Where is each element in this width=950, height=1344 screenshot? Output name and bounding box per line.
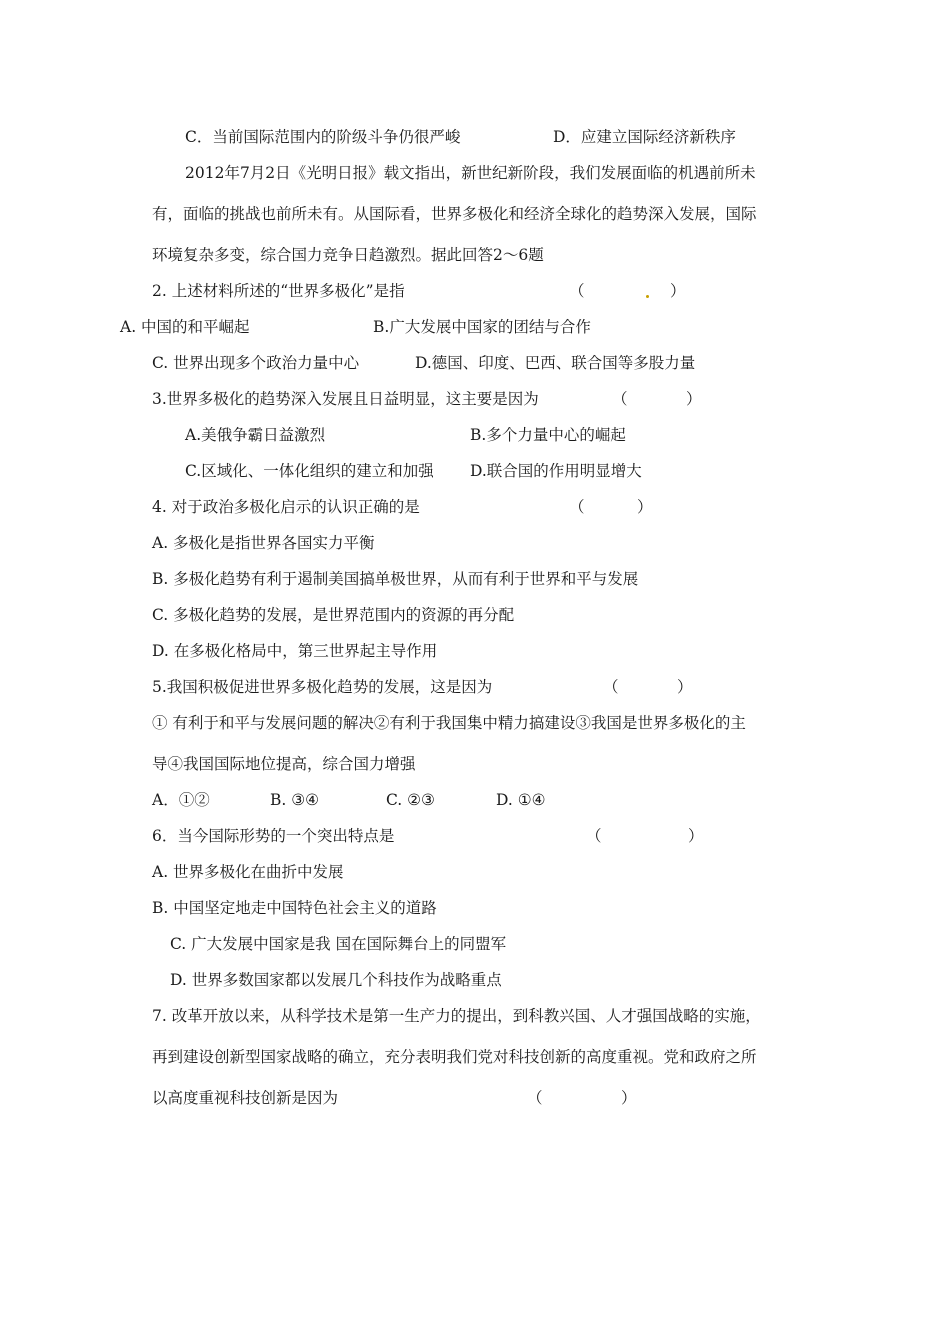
- q1-option-c: C．当前国际范围内的阶级斗争仍很严峻: [185, 128, 461, 146]
- q5-stem: 5.我国积极促进世界多极化趋势的发展，这是因为: [152, 678, 493, 696]
- q2-answer-paren-close: ）: [670, 282, 686, 300]
- q3-option-d: D.联合国的作用明显增大: [470, 462, 642, 480]
- q5-option-d: D. ①④: [496, 791, 546, 809]
- q2-option-b: B.广大发展中国家的团结与合作: [373, 318, 591, 336]
- q4-option-c: C. 多极化趋势的发展，是世界范围内的资源的再分配: [152, 606, 515, 624]
- q2-option-d: D.德国、印度、巴西、联合国等多股力量: [415, 354, 696, 372]
- stray-mark: [646, 295, 649, 298]
- q2-answer-paren-open: （: [569, 282, 585, 300]
- q6-option-b: B. 中国坚定地走中国特色社会主义的道路: [152, 899, 437, 917]
- q3-answer-paren-open: （: [612, 390, 628, 408]
- q4-stem: 4. 对于政治多极化启示的认识正确的是: [152, 498, 420, 516]
- q7-stem-line-1: 7. 改革开放以来，从科学技术是第一生产力的提出，到科教兴国、人才强国战略的实施，: [152, 1007, 761, 1025]
- q7-answer-paren-open: （: [527, 1089, 543, 1107]
- passage-line-3: 环境复杂多变，综合国力竞争日趋激烈。据此回答2～6题: [152, 246, 544, 264]
- passage-line-2: 有，面临的挑战也前所未有。从国际看，世界多极化和经济全球化的趋势深入发展，国际: [152, 205, 757, 223]
- q6-answer-paren-open: （: [586, 827, 602, 845]
- q2-option-a: A. 中国的和平崛起: [120, 318, 250, 336]
- q2-stem: 2. 上述材料所述的“世界多极化”是指: [152, 282, 405, 300]
- q3-option-c: C.区域化、一体化组织的建立和加强: [185, 462, 434, 480]
- q5-option-a: A．①②: [152, 791, 210, 809]
- q3-option-b: B.多个力量中心的崛起: [470, 426, 626, 444]
- q5-option-c: C. ②③: [386, 791, 435, 809]
- q1-option-d: D．应建立国际经济新秩序: [553, 128, 736, 146]
- q6-option-c: C. 广大发展中国家是我 国在国际舞台上的同盟军: [170, 935, 507, 953]
- q5-answer-paren-open: （: [603, 678, 619, 696]
- q7-answer-paren-close: ）: [621, 1089, 637, 1107]
- q5-option-b: B. ③④: [270, 791, 320, 809]
- q2-option-c: C. 世界出现多个政治力量中心: [152, 354, 360, 372]
- q4-answer-paren-open: （: [569, 498, 585, 516]
- q4-answer-paren-close: ）: [637, 498, 653, 516]
- q3-answer-paren-close: ）: [686, 390, 702, 408]
- q6-stem: 6．当今国际形势的一个突出特点是: [152, 827, 395, 845]
- q4-option-d: D. 在多极化格局中，第三世界起主导作用: [152, 642, 438, 660]
- q6-answer-paren-close: ）: [688, 827, 704, 845]
- q5-statements-line-1: ① 有利于和平与发展问题的解决②有利于我国集中精力搞建设③我国是世界多极化的主: [152, 714, 746, 732]
- q7-stem-line-2: 再到建设创新型国家战略的确立，充分表明我们党对科技创新的高度重视。党和政府之所: [152, 1048, 757, 1066]
- q6-option-d: D. 世界多数国家都以发展几个科技作为战略重点: [170, 971, 502, 989]
- passage-line-1: 2012年7月2日《光明日报》载文指出，新世纪新阶段，我们发展面临的机遇前所未: [185, 164, 756, 182]
- q5-statements-line-2: 导④我国国际地位提高，综合国力增强: [152, 755, 416, 773]
- q7-stem-line-3: 以高度重视科技创新是因为: [152, 1089, 339, 1107]
- q3-option-a: A.美俄争霸日益激烈: [185, 426, 326, 444]
- q5-answer-paren-close: ）: [677, 678, 693, 696]
- q3-stem: 3.世界多极化的趋势深入发展且日益明显，这主要是因为: [152, 390, 539, 408]
- q4-option-a: A. 多极化是指世界各国实力平衡: [152, 534, 375, 552]
- q6-option-a: A. 世界多极化在曲折中发展: [152, 863, 344, 881]
- q4-option-b: B. 多极化趋势有利于遏制美国搞单极世界，从而有利于世界和平与发展: [152, 570, 639, 588]
